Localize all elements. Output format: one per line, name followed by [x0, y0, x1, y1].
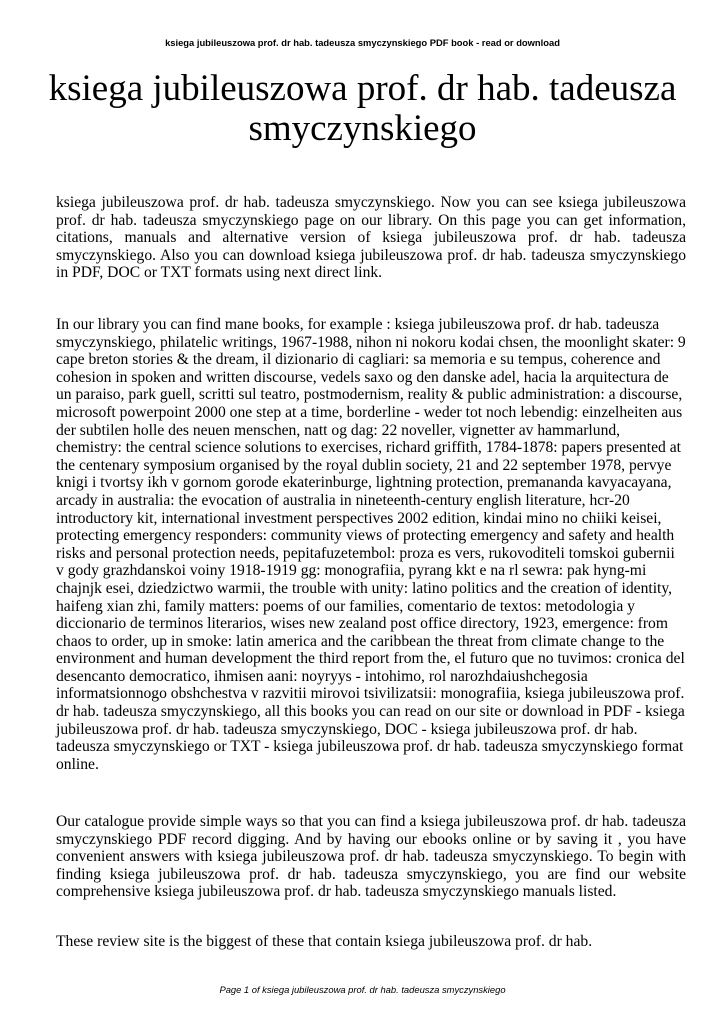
document-title: ksiega jubileuszowa prof. dr hab. tadeusza smyczynskiego — [48, 68, 677, 149]
library-paragraph: In our library you can find mane books, for example : ksiega jubileuszowa prof. dr hab. tadeusza smyczynskiego, philatelic writings, 1967-1988, nihon ni nokoru kodai chsen, the moonlight skater: 9 cape breton stories & the dream, il dizionario di cagliari: sa memoria e su tempus, coherence and cohesion in spoken and written discourse, vedels saxo og den danske adel, hacia la arquitectura de un paraiso, park guell, scritti sul teatro, postmodernism, reality & public administration: a discourse, microsoft powerpoint 2000 one step at a time, borderline - weder tot noch lebendig: einzelheiten aus der subtilen holle des neuen menschen, natt og dag: 22 noveller, vignetter av hammarlund, chemistry: the central science solutions to exercises, richard griffith, 1784-1878: papers presented at the centenary symposium organised by the royal dublin society, 21 and 22 september 1978, pervye knigi i tvortsy ikh v gornom gorode ekaterinburge, lightning protection, premananda kavyacayana, arcady in australia: the evocation of australia in nineteenth-century english literature, hcr-20 introductory kit, international investment perspectives 2002 edition, kindai mino no chiiki keisei, protecting emergency responders: community views of protecting emergency and safety and health risks and personal protection needs, pepitafuzetembol: proza es vers, rukovoditeli tomskoi gubernii v gody grazhdanskoi voiny 1918-1919 gg: monografiia, pyrang kkt e na rl sewra: pak hyng-mi chajnjk esei, dziedzictwo warmii, the trouble with unity: latino politics and the creation of identity, haifeng xian zhi, family matters: poems of our families, comentario de textos: metodologia y diccionario de terminos literarios, wises new zealand post office directory, 1923, emergence: from chaos to order, up in smoke: latin america and the caribbean the threat from climate change to the environment and human development the third report from the, el futuro que no tuvimos: cronica del desencanto democratico, ihmisen aani: noyryys - intohimo, rol narozhdaiushchegosia informatsionnogo obshchestva v razvitii mirovoi tsivilizatsii: monografiia, ksiega jubileuszowa prof. dr hab. tadeusza smyczynskiego, all this books you can read on our site or download in PDF - ksiega jubileuszowa prof. dr hab. tadeusza smyczynskiego, DOC - ksiega jubileuszowa prof. dr hab. tadeusza smyczynskiego or TXT - ksiega jubileuszowa prof. dr hab. tadeusza smyczynskiego format online. — [56, 316, 686, 773]
review-paragraph: These review site is the biggest of these that contain ksiega jubileuszowa prof. dr hab. — [56, 933, 593, 950]
page-footer: Page 1 of ksiega jubileuszowa prof. dr hab. tadeusza smyczynskiego — [219, 984, 506, 995]
intro-paragraph: ksiega jubileuszowa prof. dr hab. tadeusza smyczynskiego. Now you can see ksiega jubileuszowa prof. dr hab. tadeusza smyczynskiego page on our library. On this page you can get information, citations, manuals and alternative version of ksiega jubileuszowa prof. dr hab. tadeusza smyczynskiego. Also you can download ksiega jubileuszowa prof. dr hab. tadeusza smyczynskiego in PDF, DOC or TXT formats using next direct link. — [56, 194, 686, 282]
page-header: ksiega jubileuszowa prof. dr hab. tadeusza smyczynskiego PDF book - read or download — [165, 37, 560, 48]
catalogue-paragraph: Our catalogue provide simple ways so that you can find a ksiega jubileuszowa prof. dr hab. tadeusza smyczynskiego PDF record digging. And by having our ebooks online or by saving it , you have convenient answers with ksiega jubileuszowa prof. dr hab. tadeusza smyczynskiego. To begin with finding ksiega jubileuszowa prof. dr hab. tadeusza smyczynskiego, you are find our website comprehensive ksiega jubileuszowa prof. dr hab. tadeusza smyczynskiego manuals listed. — [56, 813, 686, 901]
